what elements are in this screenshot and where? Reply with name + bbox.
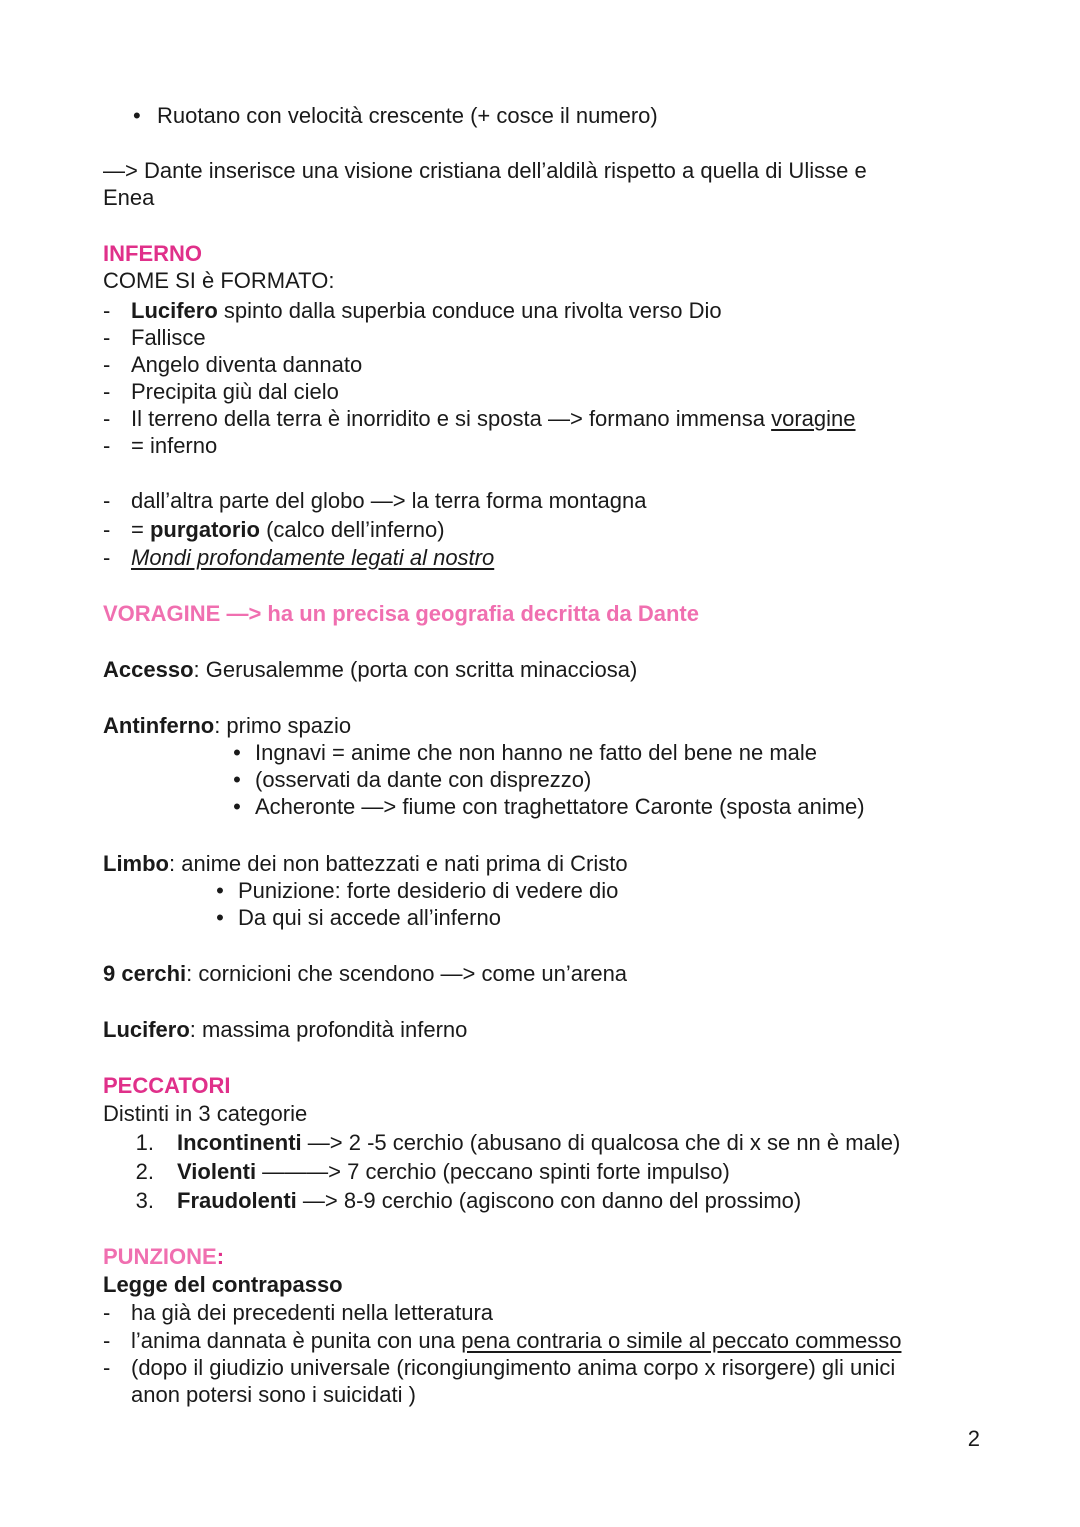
dash: - (103, 325, 111, 350)
inferno-item-5-pre: Il terreno della terra è inorridito e si sposta —> formano immensa (131, 406, 772, 431)
antinferno-bullet-2: (osservati da dante con disprezzo) (255, 767, 592, 792)
limbo-label: Limbo (103, 851, 169, 876)
peccatori-item-rest: ———> 7 cerchio (peccano spinti forte impulso) (256, 1159, 730, 1184)
antinferno-bullet-3: Acheronte —> fiume con traghettatore Caronte (sposta anime) (255, 794, 865, 819)
lucifero-line (103, 1016, 467, 1043)
dash: - (103, 1328, 111, 1353)
lucifero-text: : massima profondità inferno (189, 1017, 468, 1042)
voragine-heading: VORAGINE —> ha un precisa geografia decritta da Dante (103, 601, 699, 626)
inferno-item-1 (131, 297, 722, 324)
inferno-item-8-rest: (calco dell’inferno) (259, 517, 445, 542)
bullet-dot: • (133, 103, 141, 128)
punizione-heading: PUNZIONE (103, 1244, 217, 1269)
peccatori-item-bold: Violenti (177, 1159, 257, 1184)
inferno-item-8-pre: = (131, 517, 150, 542)
antinferno-line (103, 712, 351, 739)
dash: - (103, 545, 111, 570)
limbo-line (103, 850, 628, 877)
purgatorio-bold: purgatorio (149, 517, 260, 542)
bullet-dot: • (233, 767, 241, 792)
punizione-item-2-pre: l’anima dannata è punita con una (131, 1328, 462, 1353)
inferno-subheading: COME SI è FORMATO: (103, 268, 335, 293)
punizione-item-1: ha già dei precedenti nella letteratura (131, 1300, 494, 1325)
peccatori-heading: PECCATORI (103, 1073, 231, 1098)
dash: - (103, 517, 111, 542)
top-bullet-text: Ruotano con velocità crescente (+ cosce il numero) (157, 103, 658, 128)
dante-note-line2: Enea (103, 185, 155, 210)
page-number: 2 (967, 1426, 980, 1451)
inferno-item-1-rest: spinto dalla superbia conduce una rivolta verso Dio (217, 298, 722, 323)
dash: - (103, 1355, 111, 1380)
accesso-line (103, 656, 637, 683)
punizione-item-3-line1: (dopo il giudizio universale (ricongiungimento anima corpo x risorgere) gli unici (131, 1355, 896, 1380)
peccatori-num-2: 2. (135, 1159, 154, 1184)
bullet-dot: • (233, 794, 241, 819)
dash: - (103, 1300, 111, 1325)
voragine-underlined: voragine (771, 406, 856, 431)
peccatori-num-3: 3. (135, 1188, 154, 1213)
bullet-dot: • (216, 905, 224, 930)
dash: - (103, 488, 111, 513)
punizione-subheading: Legge del contrapasso (103, 1272, 343, 1297)
punizione-item-3-line2: anon potersi sono i suicidati ) (131, 1382, 416, 1407)
cerchi-line (103, 960, 627, 987)
antinferno-bullet-1: Ingnavi = anime che non hanno ne fatto del bene ne male (255, 740, 818, 765)
peccatori-item-bold: Incontinenti (177, 1130, 302, 1155)
inferno-item-8 (131, 516, 445, 543)
peccatori-item (177, 1129, 900, 1156)
cerchi-text: : cornicioni che scendono —> come un’arena (186, 961, 628, 986)
lucifero-label: Lucifero (103, 1017, 190, 1042)
bullet-dot: • (233, 740, 241, 765)
peccatori-item-rest: —> 8-9 cerchio (agiscono con danno del prossimo) (296, 1188, 802, 1213)
antinferno-text: : primo spazio (214, 713, 352, 738)
dash: - (103, 298, 111, 323)
inferno-item-9: Mondi profondamente legati al nostro (131, 545, 495, 570)
limbo-text: : anime dei non battezzati e nati prima di Cristo (169, 851, 628, 876)
punizione-colon: : (216, 1244, 225, 1269)
inferno-item-6: = inferno (131, 433, 218, 458)
punizione-item-2-underlined: pena contraria o simile al peccato commesso (461, 1328, 902, 1353)
punizione-heading-line (103, 1243, 224, 1270)
accesso-label: Accesso (103, 657, 194, 682)
dash: - (103, 352, 111, 377)
top-bullet (133, 102, 141, 129)
bullet-dot: • (216, 878, 224, 903)
dante-note-line1: —> Dante inserisce una visione cristiana dell’aldilà rispetto a quella di Ulisse e (103, 158, 867, 183)
inferno-item-1-bold: Lucifero (131, 298, 218, 323)
accesso-text: : Gerusalemme (porta con scritta minacciosa) (193, 657, 638, 682)
dash: - (103, 379, 111, 404)
inferno-item-4: Precipita giù dal cielo (131, 379, 339, 404)
inferno-item-5 (131, 405, 856, 432)
peccatori-item-bold: Fraudolenti (177, 1188, 297, 1213)
dash: - (103, 406, 111, 431)
peccatori-item-rest: —> 2 -5 cerchio (abusano di qualcosa che di x se nn è male) (301, 1130, 901, 1155)
dash: - (103, 433, 111, 458)
inferno-item-7: dall’altra parte del globo —> la terra forma montagna (131, 488, 647, 513)
antinferno-label: Antinferno (103, 713, 215, 738)
peccatori-intro: Distinti in 3 categorie (103, 1101, 308, 1126)
peccatori-num-1: 1. (135, 1130, 154, 1155)
punizione-item-2 (131, 1327, 901, 1354)
inferno-heading: INFERNO (103, 241, 202, 266)
peccatori-item (177, 1187, 801, 1214)
limbo-bullet-2: Da qui si accede all’inferno (238, 905, 501, 930)
cerchi-label: 9 cerchi (103, 961, 187, 986)
limbo-bullet-1: Punizione: forte desiderio di vedere dio (238, 878, 619, 903)
inferno-item-3: Angelo diventa dannato (131, 352, 363, 377)
peccatori-item (177, 1158, 730, 1185)
inferno-item-2: Fallisce (131, 325, 206, 350)
